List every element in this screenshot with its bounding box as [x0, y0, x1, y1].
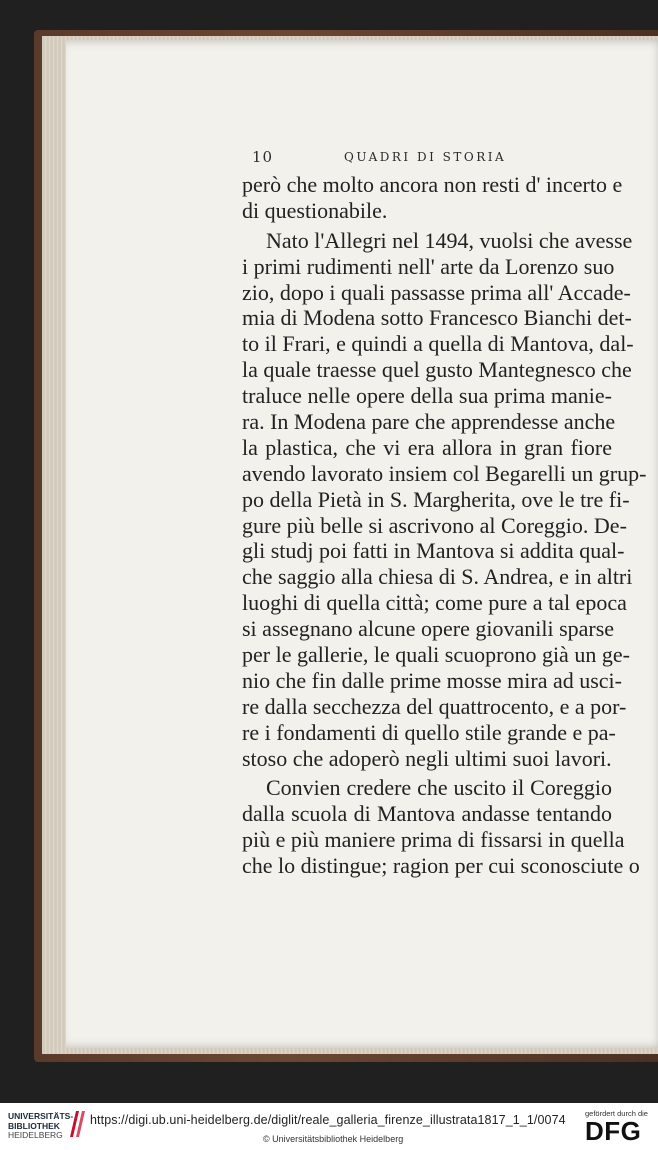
running-title: QUADRI DI STORIA: [344, 150, 507, 164]
text-line: la plastica, che vi era allora in gran fiore: [242, 434, 612, 460]
text-line: stoso che adoperò negli ultimi suoi lavori.: [242, 745, 612, 771]
text-line: la quale traesse quel gusto Mantegnesco che: [242, 357, 632, 383]
text-line: per le gallerie, le quali scuoprono già un ge-: [242, 642, 630, 668]
text-line: nio che fin dalle prime mosse mira ad usci-: [242, 667, 622, 693]
logo-line: BIBLIOTHEK: [8, 1120, 60, 1131]
text-line: più e più maniere prima di fissarsi in quella: [242, 827, 625, 853]
text-line: to il Frari, e quindi a quella di Mantova, dal-: [242, 331, 634, 357]
logo-line: HEIDELBERG: [8, 1130, 63, 1140]
body-text: [242, 172, 647, 879]
text-line: dalla scuola di Mantova andasse tentando: [242, 801, 612, 827]
page-number: 10: [252, 148, 274, 166]
text-line: però che molto ancora non resti d' incerto e: [242, 172, 623, 197]
text-line: re i fondamenti di quello stile grande e pa-: [242, 719, 616, 745]
text-line: gure più belle si ascrivono al Coreggio. De-: [242, 512, 627, 538]
text-line: zio, dopo i quali passasse prima all' Accade-: [242, 279, 631, 305]
text-line: si assegnano alcune opere giovanili sparse: [242, 616, 615, 642]
footer-bar: [0, 1103, 658, 1150]
text-line: i primi rudimenti nell' arte da Lorenzo suo: [242, 253, 615, 279]
library-logo[interactable]: [8, 1112, 73, 1141]
dfg-logo[interactable]: DFG: [585, 1116, 642, 1146]
text-line: ra. In Modena pare che apprendesse anche: [242, 409, 616, 435]
text-line: di questionabile.: [242, 197, 388, 223]
running-head: [244, 148, 602, 170]
logo-line: UNIVERSITÄTS-: [8, 1111, 74, 1121]
text-line: re dalla secchezza del quattrocento, e a por-: [242, 693, 627, 719]
permalink-url[interactable]: https://digi.ub.uni-heidelberg.de/diglit/reale_galleria_firenze_illustrata1817_1_1/0074: [90, 1113, 566, 1127]
text-line: traluce nelle opere della sua prima manie-: [242, 383, 612, 409]
text-line: po della Pietà in S. Margherita, ove le tre fi-: [242, 486, 630, 512]
text-line: avendo lavorato insiem col Begarelli un grup-: [242, 460, 647, 486]
text-line: luoghi di quella città; come pure a tal epoca: [242, 590, 627, 616]
text-line: gli studj poi fatti in Mantova si addita qual-: [242, 538, 625, 564]
text-line: mia di Modena sotto Francesco Bianchi det-: [242, 305, 632, 331]
funded-by-label: gefördert durch die: [585, 1109, 648, 1118]
text-line: Convien credere che uscito il Coreggio: [266, 775, 612, 801]
text-line: che lo distingue; ragion per cui sconosciute o: [242, 853, 640, 879]
library-logo-icon: [66, 1109, 88, 1139]
text-line: Nato l'Allegri nel 1494, vuolsi che avesse: [266, 227, 633, 253]
text-line: che saggio alla chiesa di S. Andrea, e in altri: [242, 564, 633, 590]
copyright-notice: © Universitätsbibliothek Heidelberg: [263, 1134, 404, 1144]
